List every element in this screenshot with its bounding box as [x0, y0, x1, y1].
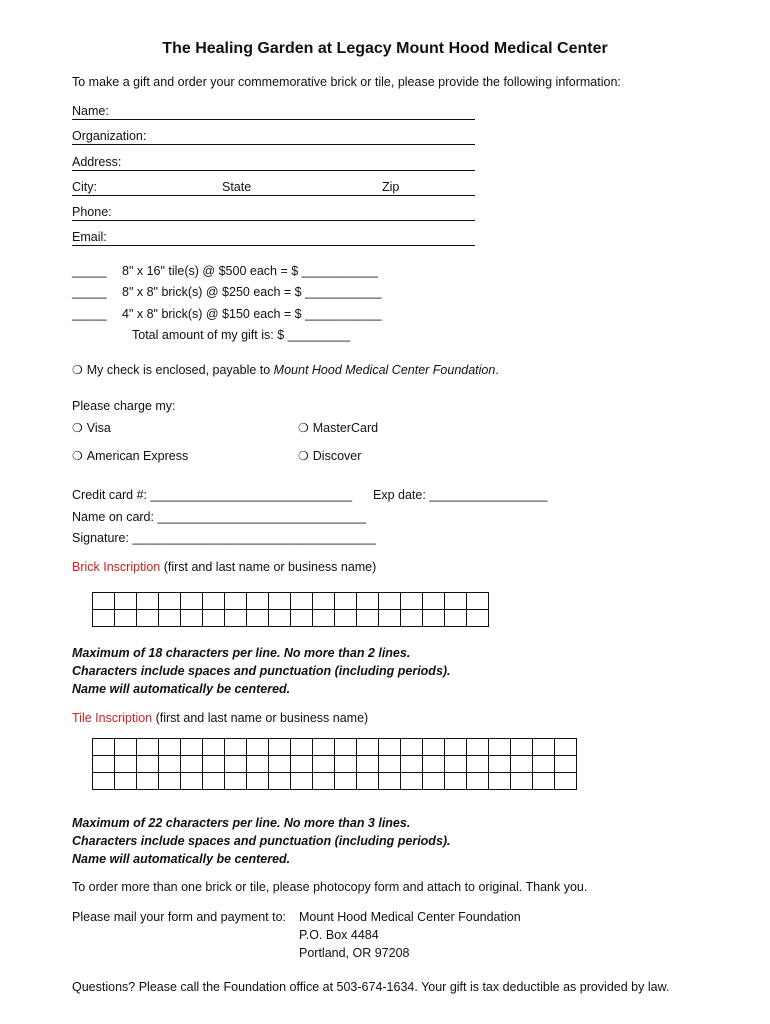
character-box[interactable]: [291, 593, 313, 610]
character-box[interactable]: [203, 756, 225, 773]
character-box[interactable]: [467, 756, 489, 773]
intro-text: To make a gift and order your commemorative brick or tile, please provide the following information:: [72, 75, 621, 89]
character-box[interactable]: [137, 739, 159, 756]
inscription-row: [93, 739, 577, 756]
tile-rule: Name will automatically be centered.: [72, 852, 291, 866]
character-box[interactable]: [467, 773, 489, 790]
character-box[interactable]: [203, 610, 225, 627]
character-box[interactable]: [137, 773, 159, 790]
character-box[interactable]: [291, 773, 313, 790]
character-box[interactable]: [291, 756, 313, 773]
character-box[interactable]: [225, 593, 247, 610]
name-label: Name:: [72, 104, 109, 118]
order-qty-blank[interactable]: _____: [72, 307, 107, 321]
character-box[interactable]: [203, 773, 225, 790]
character-box[interactable]: [93, 756, 115, 773]
character-box[interactable]: [247, 739, 269, 756]
amex-label: American Express: [86, 449, 189, 463]
character-box[interactable]: [269, 593, 291, 610]
character-box[interactable]: [137, 756, 159, 773]
character-box[interactable]: [115, 756, 137, 773]
character-box[interactable]: [335, 593, 357, 610]
page-title: The Healing Garden at Legacy Mount Hood Medical Center: [162, 40, 608, 57]
brick-rule: Characters include spaces and punctuation (including periods).: [72, 664, 451, 678]
character-box[interactable]: [401, 593, 423, 610]
check-text: My check is enclosed, payable to: [86, 363, 274, 377]
character-box[interactable]: [445, 610, 467, 627]
character-box[interactable]: [445, 593, 467, 610]
radio-icon: ❍: [72, 363, 83, 377]
mastercard-option[interactable]: [298, 420, 378, 436]
questions-note: Questions? Please call the Foundation office at 503-674-1634. Your gift is tax deductible as provided by law.: [72, 980, 670, 994]
inscription-row: [93, 756, 577, 773]
character-box[interactable]: [115, 739, 137, 756]
charge-label: Please charge my:: [72, 399, 176, 413]
city-label: City:: [72, 180, 97, 194]
address-field[interactable]: [72, 154, 475, 171]
brick-rule: Name will automatically be centered.: [72, 682, 291, 696]
city-state-zip-field[interactable]: [72, 179, 475, 196]
credit-card-number-field[interactable]: Credit card #: _____________________________: [72, 488, 353, 502]
amex-option[interactable]: [72, 448, 188, 464]
character-box[interactable]: [401, 756, 423, 773]
photocopy-note: To order more than one brick or tile, please photocopy form and attach to original. Thank you.: [72, 880, 588, 894]
character-box[interactable]: [489, 739, 511, 756]
character-box[interactable]: [291, 739, 313, 756]
character-box[interactable]: [247, 593, 269, 610]
character-box[interactable]: [93, 610, 115, 627]
character-box[interactable]: [137, 593, 159, 610]
character-box[interactable]: [93, 739, 115, 756]
character-box[interactable]: [313, 739, 335, 756]
order-qty-blank[interactable]: _____: [72, 264, 107, 278]
character-box[interactable]: [313, 773, 335, 790]
character-box[interactable]: [203, 739, 225, 756]
character-box[interactable]: [313, 756, 335, 773]
character-box[interactable]: [489, 773, 511, 790]
character-box[interactable]: [467, 593, 489, 610]
character-box[interactable]: [335, 610, 357, 627]
check-option[interactable]: [72, 362, 499, 378]
radio-icon: ❍: [72, 421, 83, 435]
name-field[interactable]: [72, 103, 475, 120]
character-box[interactable]: [93, 773, 115, 790]
character-box[interactable]: [181, 610, 203, 627]
character-box[interactable]: [313, 593, 335, 610]
character-box[interactable]: [533, 773, 555, 790]
tile-rule: Maximum of 22 characters per line. No more than 3 lines.: [72, 816, 411, 830]
discover-label: Discover: [312, 449, 362, 463]
character-box[interactable]: [357, 773, 379, 790]
character-box[interactable]: [423, 756, 445, 773]
tile-heading-label: Tile Inscription: [72, 711, 153, 725]
order-line-tile: 8" x 16" tile(s) @ $500 each = $ ___________: [122, 264, 379, 278]
character-box[interactable]: [247, 610, 269, 627]
character-box[interactable]: [511, 756, 533, 773]
order-qty-blank[interactable]: _____: [72, 285, 107, 299]
character-box[interactable]: [555, 739, 577, 756]
tile-rule: Characters include spaces and punctuation (including periods).: [72, 834, 451, 848]
inscription-row: [93, 773, 577, 790]
mail-address-line: Mount Hood Medical Center Foundation: [299, 910, 521, 924]
character-box[interactable]: [423, 739, 445, 756]
mail-address-line: Portland, OR 97208: [299, 946, 410, 960]
character-box[interactable]: [335, 739, 357, 756]
character-box[interactable]: [357, 610, 379, 627]
mail-label: Please mail your form and payment to:: [72, 910, 286, 924]
mail-address-line: P.O. Box 4484: [299, 928, 379, 942]
character-box[interactable]: [335, 756, 357, 773]
tile-inscription-grid[interactable]: [92, 738, 577, 790]
character-box[interactable]: [225, 756, 247, 773]
brick-inscription-grid[interactable]: [92, 592, 489, 627]
address-label: Address:: [72, 155, 122, 169]
character-box[interactable]: [247, 773, 269, 790]
character-box[interactable]: [555, 756, 577, 773]
inscription-row: [93, 593, 489, 610]
check-payee: Mount Hood Medical Center Foundation: [273, 363, 496, 377]
character-box[interactable]: [379, 593, 401, 610]
character-box[interactable]: [181, 756, 203, 773]
name-on-card-field[interactable]: Name on card: ______________________________: [72, 510, 367, 524]
character-box[interactable]: [313, 610, 335, 627]
signature-field[interactable]: Signature: ___________________________________: [72, 531, 376, 545]
character-box[interactable]: [335, 773, 357, 790]
order-line-brick-8x8: 8" x 8" brick(s) @ $250 each = $ ___________: [122, 285, 382, 299]
character-box[interactable]: [225, 610, 247, 627]
brick-rule: Maximum of 18 characters per line. No more than 2 lines.: [72, 646, 411, 660]
state-label: State: [222, 180, 252, 194]
radio-icon: ❍: [298, 421, 309, 435]
tile-inscription-heading: [72, 710, 368, 726]
character-box[interactable]: [555, 773, 577, 790]
brick-heading-note: (first and last name or business name): [160, 560, 377, 574]
character-box[interactable]: [423, 773, 445, 790]
character-box[interactable]: [291, 610, 313, 627]
character-box[interactable]: [357, 756, 379, 773]
tile-heading-note: (first and last name or business name): [152, 711, 369, 725]
character-box[interactable]: [401, 773, 423, 790]
character-box[interactable]: [423, 593, 445, 610]
exp-date-field[interactable]: Exp date: _________________: [373, 488, 548, 502]
visa-label: Visa: [86, 421, 111, 435]
character-box[interactable]: [159, 593, 181, 610]
character-box[interactable]: [115, 593, 137, 610]
character-box[interactable]: [115, 773, 137, 790]
organization-field[interactable]: [72, 128, 475, 145]
character-box[interactable]: [467, 739, 489, 756]
radio-icon: ❍: [72, 449, 83, 463]
character-box[interactable]: [159, 773, 181, 790]
character-box[interactable]: [225, 773, 247, 790]
character-box[interactable]: [533, 739, 555, 756]
character-box[interactable]: [159, 739, 181, 756]
character-box[interactable]: [357, 739, 379, 756]
character-box[interactable]: [269, 773, 291, 790]
phone-label: Phone:: [72, 205, 112, 219]
zip-label: Zip: [382, 180, 400, 194]
character-box[interactable]: [379, 739, 401, 756]
mastercard-label: MasterCard: [312, 421, 379, 435]
organization-label: Organization:: [72, 129, 147, 143]
character-box[interactable]: [511, 739, 533, 756]
character-box[interactable]: [489, 756, 511, 773]
character-box[interactable]: [269, 756, 291, 773]
character-box[interactable]: [203, 593, 225, 610]
character-box[interactable]: [181, 773, 203, 790]
character-box[interactable]: [423, 610, 445, 627]
visa-option[interactable]: [72, 420, 111, 436]
character-box[interactable]: [511, 773, 533, 790]
character-box[interactable]: [357, 593, 379, 610]
character-box[interactable]: [445, 773, 467, 790]
character-box[interactable]: [445, 739, 467, 756]
character-box[interactable]: [181, 593, 203, 610]
character-box[interactable]: [445, 756, 467, 773]
check-suffix: .: [495, 363, 499, 377]
character-box[interactable]: [401, 610, 423, 627]
character-box[interactable]: [533, 756, 555, 773]
character-box[interactable]: [225, 739, 247, 756]
discover-option[interactable]: [298, 448, 361, 464]
character-box[interactable]: [379, 610, 401, 627]
character-box[interactable]: [137, 610, 159, 627]
character-box[interactable]: [379, 756, 401, 773]
character-box[interactable]: [467, 610, 489, 627]
phone-field[interactable]: [72, 204, 475, 221]
brick-inscription-heading: [72, 559, 376, 575]
order-total: Total amount of my gift is: $ _________: [132, 328, 351, 342]
character-box[interactable]: [401, 739, 423, 756]
character-box[interactable]: [269, 739, 291, 756]
character-box[interactable]: [159, 756, 181, 773]
inscription-row: [93, 610, 489, 627]
email-field[interactable]: [72, 229, 475, 246]
character-box[interactable]: [159, 610, 181, 627]
character-box[interactable]: [269, 610, 291, 627]
character-box[interactable]: [115, 610, 137, 627]
character-box[interactable]: [181, 739, 203, 756]
email-label: Email:: [72, 230, 107, 244]
radio-icon: ❍: [298, 449, 309, 463]
order-line-brick-4x8: 4" x 8" brick(s) @ $150 each = $ ___________: [122, 307, 382, 321]
character-box[interactable]: [93, 593, 115, 610]
character-box[interactable]: [379, 773, 401, 790]
character-box[interactable]: [247, 756, 269, 773]
brick-heading-label: Brick Inscription: [72, 560, 161, 574]
